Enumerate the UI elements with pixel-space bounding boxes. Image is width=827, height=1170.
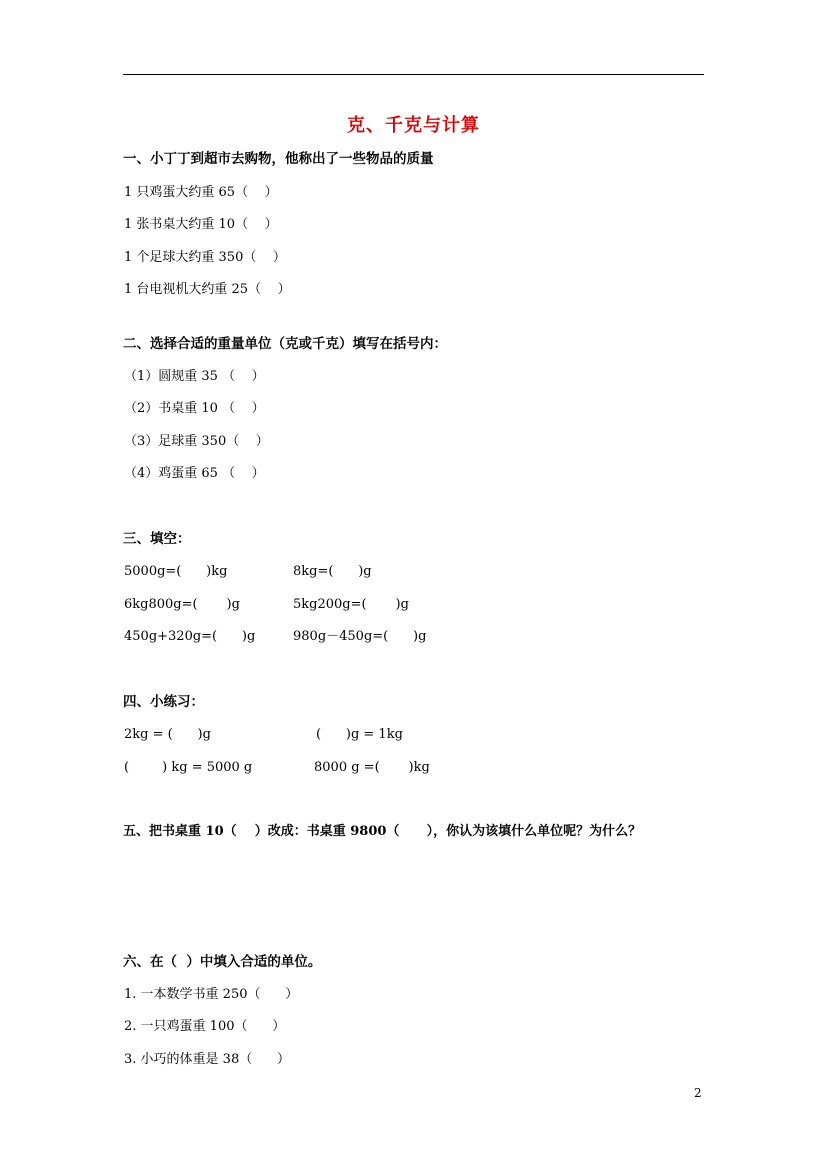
section6-item: 1. 一本数学书重 250（ ） (124, 987, 299, 1002)
section6-item: 2. 一只鸡蛋重 100（ ） (124, 1019, 286, 1034)
section5-heading: 五、把书桌重 10（ ）改成：书桌重 9800（ ），你认为该填什么单位呢？为什么？ (123, 824, 642, 839)
practice-item: ( ) kg = 5000 g (124, 760, 253, 775)
fill-blank-item: 450g+320g=( )g (124, 629, 256, 644)
section1-heading: 一、小丁丁到超市去购物，他称出了一些物品的质量 (123, 151, 434, 167)
practice-item: 8000 g =( )kg (314, 760, 430, 775)
section6-item: 3. 小巧的体重是 38（ ） (124, 1052, 291, 1067)
section2-heading: 二、选择合适的重量单位（克或千克）填写在括号内： (123, 336, 447, 352)
section1-item: 1 只鸡蛋大约重 65（ ） (124, 185, 278, 200)
practice-item: ( )g = 1kg (316, 727, 403, 742)
section2-item: （2）书桌重 10 （ ） (124, 401, 265, 416)
section2-item: （3）足球重 350（ ） (124, 434, 269, 449)
fill-blank-item: 5kg200g=( )g (293, 597, 409, 612)
fill-blank-item: 8kg=( )g (293, 564, 372, 579)
page-number: 2 (694, 1086, 702, 1100)
section2-item: （1）圆规重 35 （ ） (124, 369, 265, 384)
practice-item: 2kg = ( )g (124, 727, 211, 742)
section3-heading: 三、填空： (123, 531, 191, 547)
header-rule (123, 74, 704, 75)
page-title: 克、千克与计算 (347, 115, 480, 136)
section1-item: 1 台电视机大约重 25（ ） (124, 282, 291, 297)
section1-item: 1 个足球大约重 350（ ） (124, 250, 286, 265)
section4-heading: 四、小练习： (123, 694, 204, 710)
fill-blank-item: 980g－450g=( )g (293, 629, 427, 644)
fill-blank-item: 6kg800g=( )g (124, 597, 240, 612)
fill-blank-item: 5000g=( )kg (124, 564, 228, 579)
section1-item: 1 张书桌大约重 10（ ） (124, 217, 278, 232)
section6-heading: 六、在（ ）中填入合适的单位。 (123, 954, 322, 970)
section2-item: （4）鸡蛋重 65 （ ） (124, 466, 265, 481)
